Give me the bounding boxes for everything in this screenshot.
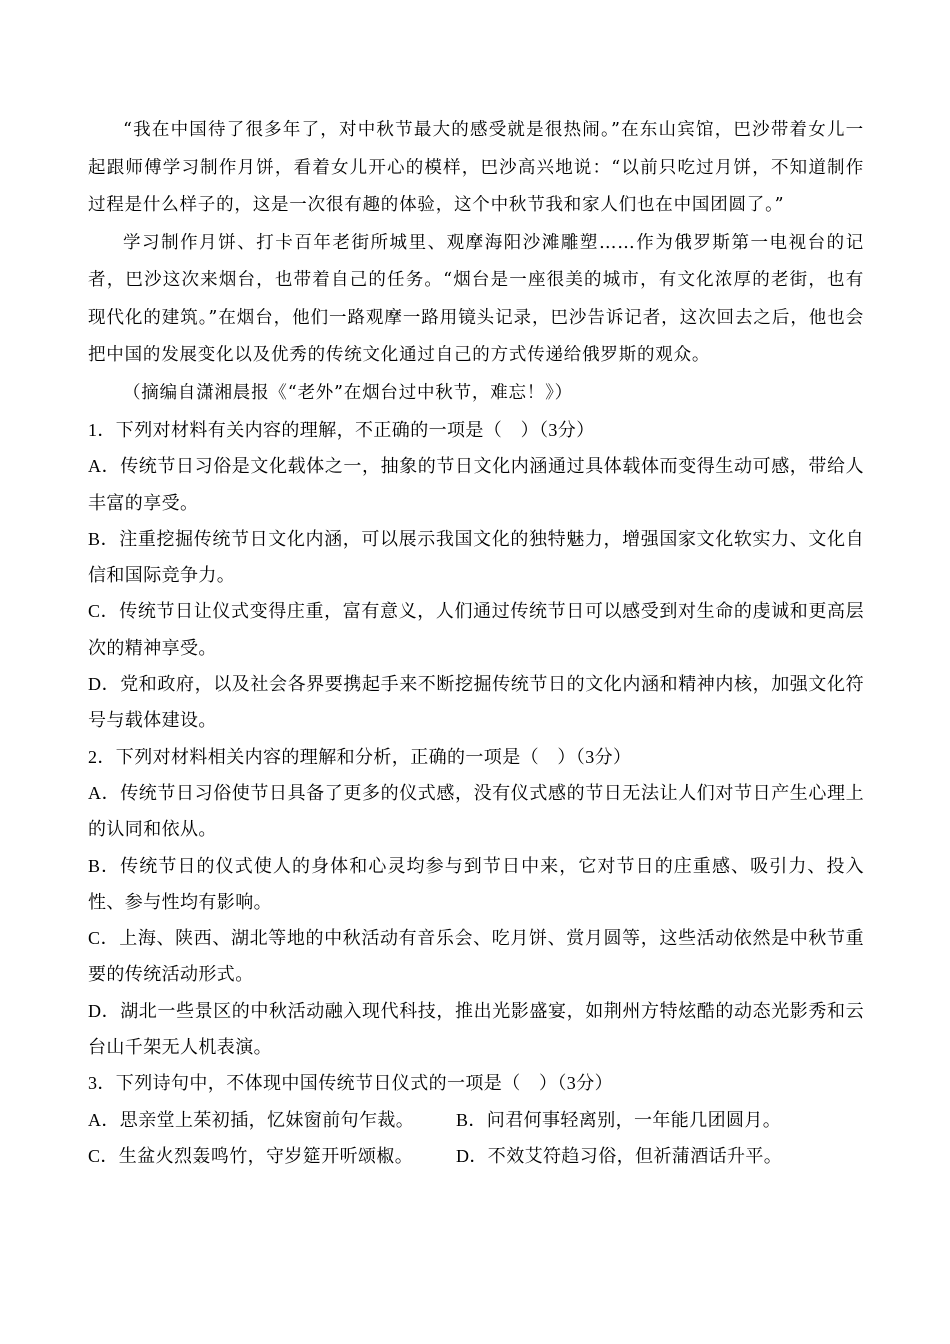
question-stem: 3．下列诗句中，不体现中国传统节日仪式的一项是（ ）（3分）	[88, 1073, 613, 1094]
option-a: A．传统节日习俗是文化载体之一，抽象的节日文化内涵通过具体载体而变得生动可感，带给人丰富的享受。	[88, 456, 864, 513]
question-1	[88, 412, 864, 739]
option-b: B．问君何事轻离别，一年能几团圆月。	[456, 1109, 782, 1130]
passage-paragraph: 学习制作月饼、打卡百年老街所城里、观摩海阳沙滩雕塑……作为俄罗斯第一电视台的记者，巴沙这次来烟台，也带着自己的任务。“烟台是一座很美的城市，有文化浓厚的老街，也有现代化的建筑。”在烟台，他们一路观摩一路用镜头记录，巴沙告诉记者，这次回去之后，他也会把中国的发展变化以及优秀的传统文化通过自己的方式传递给俄罗斯的观众。	[88, 232, 864, 365]
question-2	[88, 739, 864, 1066]
option-row	[88, 1138, 864, 1174]
passage-source: （摘编自潇湘晨报《“老外”在烟台过中秋节，难忘！》）	[123, 382, 573, 403]
passage-paragraph: “我在中国待了很多年了，对中秋节最大的感受就是很热闹。”在东山宾馆，巴沙带着女儿一起跟师傅学习制作月饼，看着女儿开心的模样，巴沙高兴地说：“以前只吃过月饼，不知道制作过程是什么样子的，这是一次很有趣的体验，这个中秋节我和家人们也在中国团圆了。”	[88, 120, 864, 215]
option-c: C．生盆火烈轰鸣竹，守岁筵开听颂椒。	[88, 1145, 414, 1166]
question-stem: 2．下列对材料相关内容的理解和分析，正确的一项是（ ）（3分）	[88, 746, 632, 767]
option-row	[88, 1102, 864, 1138]
question-3	[88, 1065, 864, 1174]
question-stem: 1．下列对材料有关内容的理解，不正确的一项是（ ）（3分）	[88, 420, 595, 440]
option-c: C．传统节日让仪式变得庄重，富有意义，人们通过传统节日可以感受到对生命的虔诚和更高层次的精神享受。	[88, 601, 864, 658]
option-b: B．注重挖掘传统节日文化内涵，可以展示我国文化的独特魅力，增强国家文化软实力、文化自信和国际竞争力。	[88, 528, 864, 586]
option-b: B．传统节日的仪式使人的身体和心灵均参与到节日中来，它对节日的庄重感、吸引力、投入性、参与性均有影响。	[88, 855, 864, 912]
option-a: A．思亲堂上茱初插，忆妹窗前句乍裁。	[88, 1109, 415, 1130]
option-d: D．党和政府，以及社会各界要携起手来不断挖掘传统节日的文化内涵和精神内核，加强文化符号与载体建设。	[88, 674, 864, 731]
option-d: D．不效艾符趋习俗，但祈蒲酒话升平。	[456, 1145, 783, 1166]
reading-passage	[88, 112, 864, 412]
option-d: D．湖北一些景区的中秋活动融入现代科技，推出光影盛宴，如荆州方特炫酷的动态光影秀和云台山千架无人机表演。	[88, 1000, 864, 1058]
document-page	[88, 112, 864, 1174]
option-c: C．上海、陕西、湖北等地的中秋活动有音乐会、吃月饼、赏月圆等，这些活动依然是中秋节重要的传统活动形式。	[88, 928, 864, 985]
option-a: A．传统节日习俗使节日具备了更多的仪式感，没有仪式感的节日无法让人们对节日产生心理上的认同和依从。	[88, 782, 864, 840]
